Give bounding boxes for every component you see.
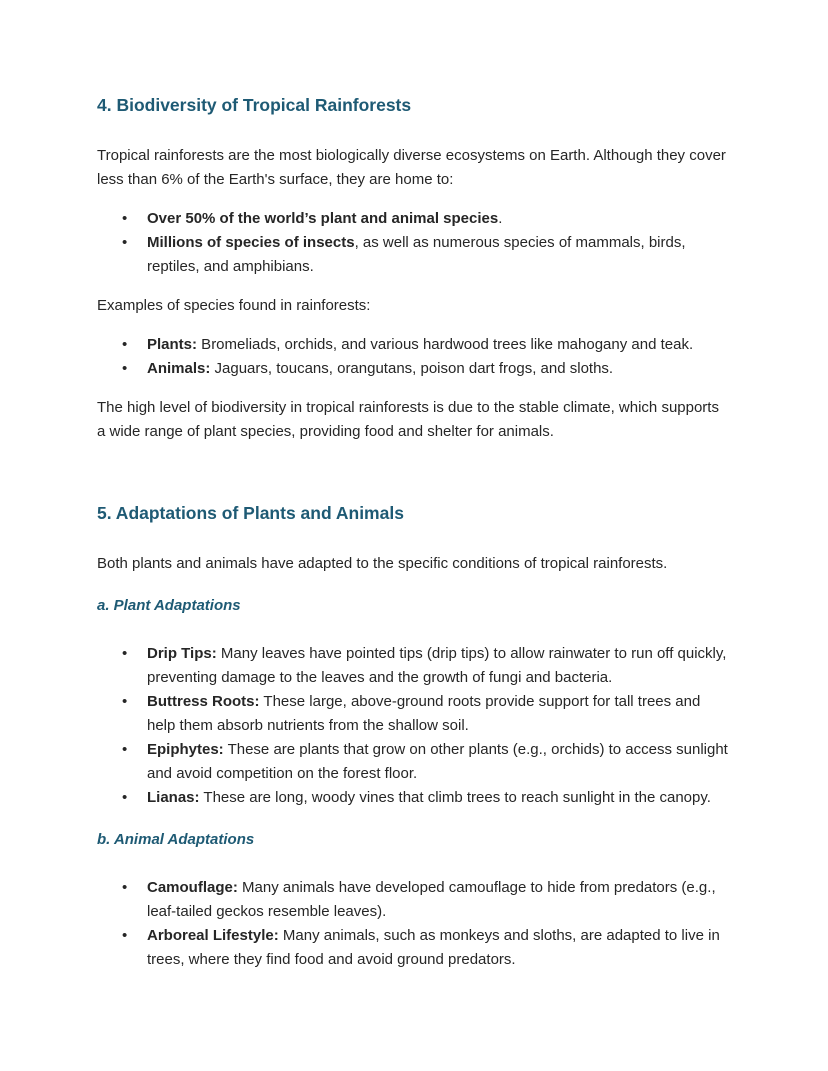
list-item-bold: Epiphytes: [147,741,224,758]
section-5-intro-paragraph: Both plants and animals have adapted to the specific conditions of tropical rainforests. [97,555,668,572]
list-item-text: Jaguars, toucans, orangutans, poison dart frogs, and sloths. [210,360,614,377]
subsection-b-heading: b. Animal Adaptations [97,831,255,848]
section-5-heading: 5. Adaptations of Plants and Animals [97,503,404,523]
section-4-intro-paragraph: Tropical rainforests are the most biologically diverse ecosystems on Earth. Although they cover less than 6% of the Earth's surface, they are home to: [97,147,726,188]
section-4-examples-list [97,333,730,381]
list-item-text: . [498,210,503,227]
list-item-bold: Drip Tips: [147,645,217,662]
animal-adaptations-list [97,876,730,972]
list-item [144,738,730,786]
plant-adaptations-list [97,642,730,810]
list-item [144,924,730,972]
list-item-bold: Buttress Roots: [147,693,260,710]
list-item-bold: Camouflage: [147,879,238,896]
list-item-text: Many animals, such as monkeys and sloths, are adapted to live in trees, where they find food and avoid ground predators. [147,927,720,968]
list-item-text: , as well as numerous species of mammals, birds, reptiles, and amphibians. [147,234,686,275]
list-item-bold: Arboreal Lifestyle: [147,927,279,944]
subsection-a-heading: a. Plant Adaptations [97,597,241,614]
list-item-bold: Millions of species of insects [147,234,355,251]
list-item [144,333,730,357]
list-item-bold: Plants: [147,336,198,353]
list-item-bold: Over 50% of the world’s plant and animal species [147,210,499,227]
section-4-heading: 4. Biodiversity of Tropical Rainforests [97,95,412,115]
section-4-species-list [97,207,730,279]
list-item-text: Many leaves have pointed tips (drip tips) to allow rainwater to run off quickly, preventing damage to the leaves and the growth of fungi and bacteria. [147,645,727,686]
list-item-text: These are long, woody vines that climb trees to reach sunlight in the canopy. [199,789,711,806]
list-item [144,231,730,279]
list-item [144,357,730,381]
list-item [144,876,730,924]
list-item-text: These are plants that grow on other plants (e.g., orchids) to access sunlight and avoid competition on the forest floor. [147,741,728,782]
section-4-closing-paragraph: The high level of biodiversity in tropical rainforests is due to the stable climate, which supports a wide range of plant species, providing food and shelter for animals. [97,399,719,440]
list-item [144,642,730,690]
list-item-text: These large, above-ground roots provide support for tall trees and help them absorb nutrients from the shallow soil. [147,693,701,734]
list-item-bold: Lianas: [147,789,200,806]
list-item-text: Many animals have developed camouflage to hide from predators (e.g., leaf-tailed geckos resemble leaves). [147,879,716,920]
section-4-examples-lead: Examples of species found in rainforests: [97,297,371,314]
list-item [144,690,730,738]
list-item [144,207,730,231]
list-item [144,786,730,810]
list-item-bold: Animals: [147,360,211,377]
list-item-text: Bromeliads, orchids, and various hardwood trees like mahogany and teak. [197,336,694,353]
